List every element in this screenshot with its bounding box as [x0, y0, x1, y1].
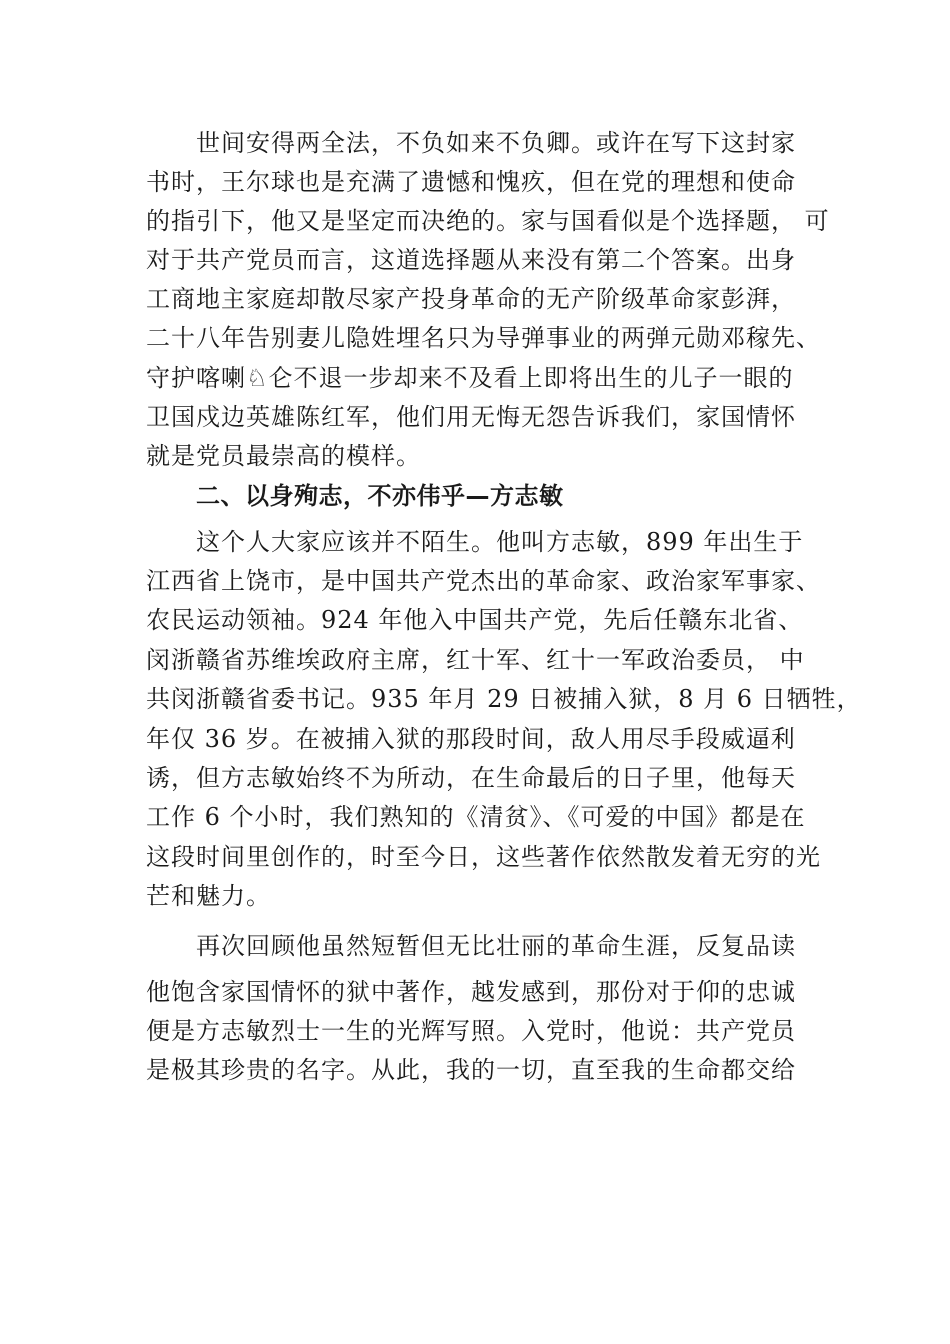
paragraph-line: 的指引下，他又是坚定而决绝的。家与国看似是个选择题， 可: [146, 207, 830, 235]
paragraph-line: 书时，王尔球也是充满了遗憾和愧疚，但在党的理想和使命: [146, 168, 796, 196]
paragraph-line: 农民运动领袖。924 年他入中国共产党，先后任赣东北省、: [146, 606, 804, 634]
paragraph-line: 芒和魅力。: [146, 882, 271, 910]
paragraph-line: 共闵浙赣省委书记。935 年月 29 日被捕入狱，8 月 6 日牺牲，: [146, 685, 862, 713]
paragraph-line: 这段时间里创作的，时至今日，这些著作依然散发着无穷的光: [146, 843, 821, 871]
section-heading: 二、以身殉志，不亦伟乎—方志敏: [196, 482, 564, 510]
paragraph-line: 守护喀喇♘仑不退一步却来不及看上即将出生的儿子一眼的: [146, 364, 794, 392]
paragraph-line: 就是党员最崇高的模样。: [146, 442, 421, 470]
paragraph-line: 工作 6 个小时，我们熟知的《清贫》、《可爱的中国》都是在: [146, 803, 806, 831]
paragraph-line: 便是方志敏烈士一生的光辉写照。入党时，他说：共产党员: [146, 1017, 796, 1045]
paragraph-line: 闵浙赣省苏维埃政府主席，红十军、红十一军政治委员， 中: [146, 646, 805, 674]
paragraph-line: 再次回顾他虽然短暂但无比壮丽的革命生涯，反复品读: [196, 932, 796, 960]
paragraph-line: 是极其珍贵的名字。从此，我的一切，直至我的生命都交给: [146, 1056, 796, 1084]
paragraph-line: 工商地主家庭却散尽家产投身革命的无产阶级革命家彭湃，: [146, 285, 796, 313]
paragraph-line: 年仅 36 岁。在被捕入狱的那段时间，敌人用尽手段威逼利: [146, 725, 796, 753]
paragraph-line: 诱，但方志敏始终不为所动，在生命最后的日子里，他每天: [146, 764, 796, 792]
paragraph-line: 他饱含家国情怀的狱中著作，越发感到，那份对于仰的忠诚: [146, 978, 796, 1006]
paragraph-line: 这个人大家应该并不陌生。他叫方志敏，899 年出生于: [196, 528, 804, 556]
paragraph-line: 江西省上饶市，是中国共产党杰出的革命家、政治家军事家、: [146, 567, 821, 595]
paragraph-line: 卫国戍边英雄陈红军，他们用无悔无怨告诉我们，家国情怀: [146, 403, 796, 431]
paragraph-line: 对于共产党员而言，这道选择题从来没有第二个答案。出身: [146, 246, 796, 274]
paragraph-line: 世间安得两全法，不负如来不负卿。或许在写下这封家: [196, 129, 796, 157]
paragraph-line: 二十八年告别妻儿隐姓埋名只为导弹事业的两弹元勋邓稼先、: [146, 324, 821, 352]
